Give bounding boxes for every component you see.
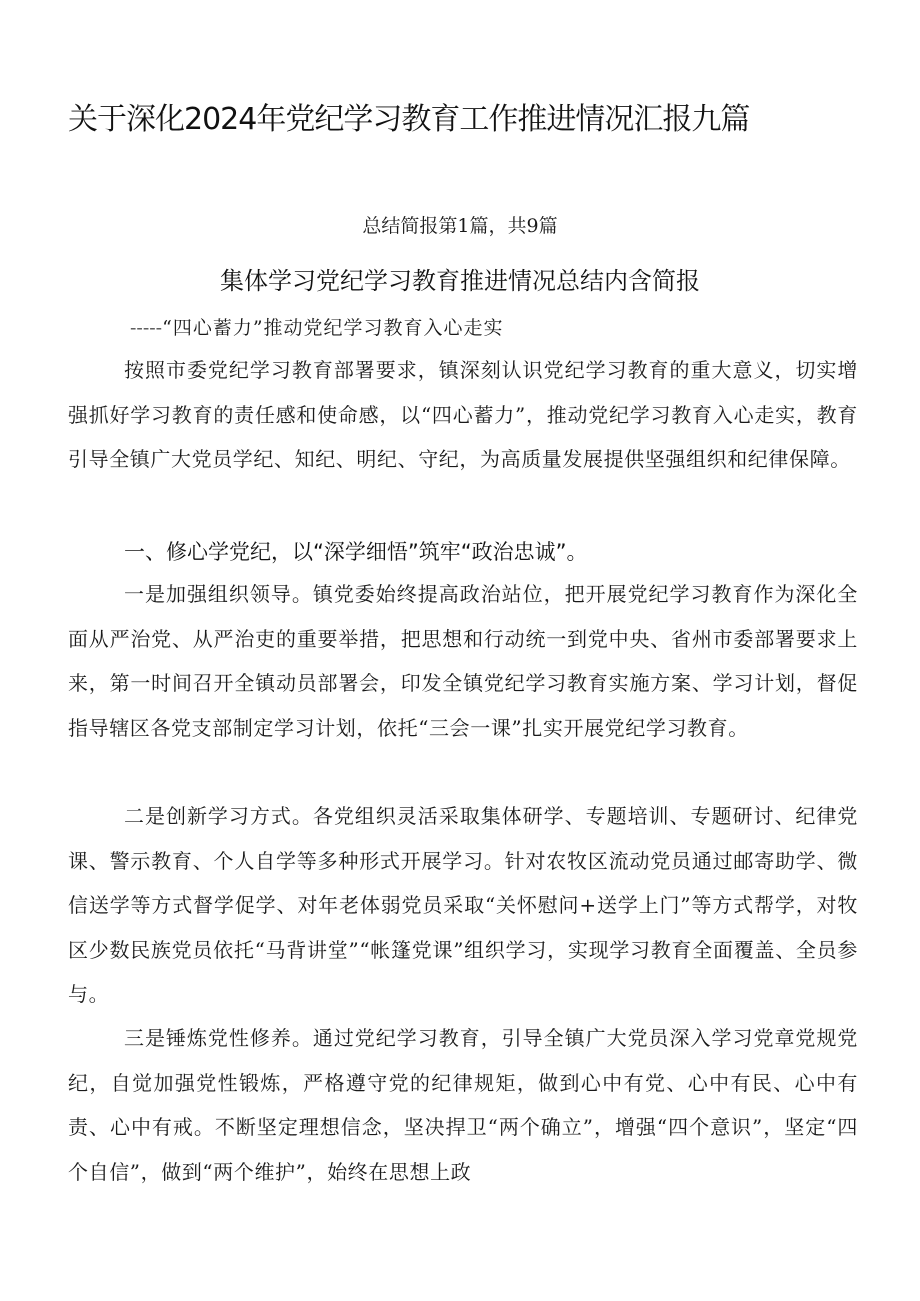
paragraph-3: 三是锤炼党性修养。通过党纪学习教育，引导全镇广大党员深入学习党章党规党纪，自觉加强党性锻炼，严格遵守党的纪律规矩，做到心中有党、心中有民、心中有责、心中有戒。不断坚定理想信念，坚决捍卫“两个确立”，增强“四个意识”，坚定“四个自信”，做到“两个维护”，始终在思想上政 [68,1026,858,1184]
subtitle-dash: ----- [130,317,163,339]
intro-paragraph: 按照市委党纪学习教育部署要求，镇深刻认识党纪学习教育的重大意义，切实增强抓好学习教育的责任感和使命感，以“四心蓄力”，推动党纪学习教育入心走实，教育引导全镇广大党员学纪、知纪、明纪、守纪，为高质量发展提供坚强组织和纪律保障。 [68,358,858,471]
section-title: 集体学习党纪学习教育推进情况总结内含简报 [220,267,700,295]
part-info: 总结简报第1篇，共9篇 [362,215,558,237]
document-title: 关于深化2024年党纪学习教育工作推进情况汇报九篇 [68,102,750,137]
subtitle-text: “四心蓄力”推动党纪学习教育入心走实 [162,317,504,339]
heading-1: 一、修心学党纪，以“深学细悟”筑牢“政治忠诚”。 [124,540,588,564]
paragraph-1: 一是加强组织领导。镇党委始终提高政治站位，把开展党纪学习教育作为深化全面从严治党、从严治吏的重要举措，把思想和行动统一到党中央、省州市委部署要求上来，第一时间召开全镇动员部署会，印发全镇党纪学习教育实施方案、学习计划，督促指导辖区各党支部制定学习计划，依托“三会一课”扎实开展党纪学习教育。 [68,582,858,740]
paragraph-2: 二是创新学习方式。各党组织灵活采取集体研学、专题培训、专题研讨、纪律党课、警示教育、个人自学等多种形式开展学习。针对农牧区流动党员通过邮寄助学、微信送学等方式督学促学、对年老体弱党员采取“关怀慰问+送学上门”等方式帮学，对牧区少数民族党员依托“马背讲堂”“帐篷党课”组织学习，实现学习教育全面覆盖、全员参与。 [68,804,858,1006]
subtitle [130,314,504,342]
